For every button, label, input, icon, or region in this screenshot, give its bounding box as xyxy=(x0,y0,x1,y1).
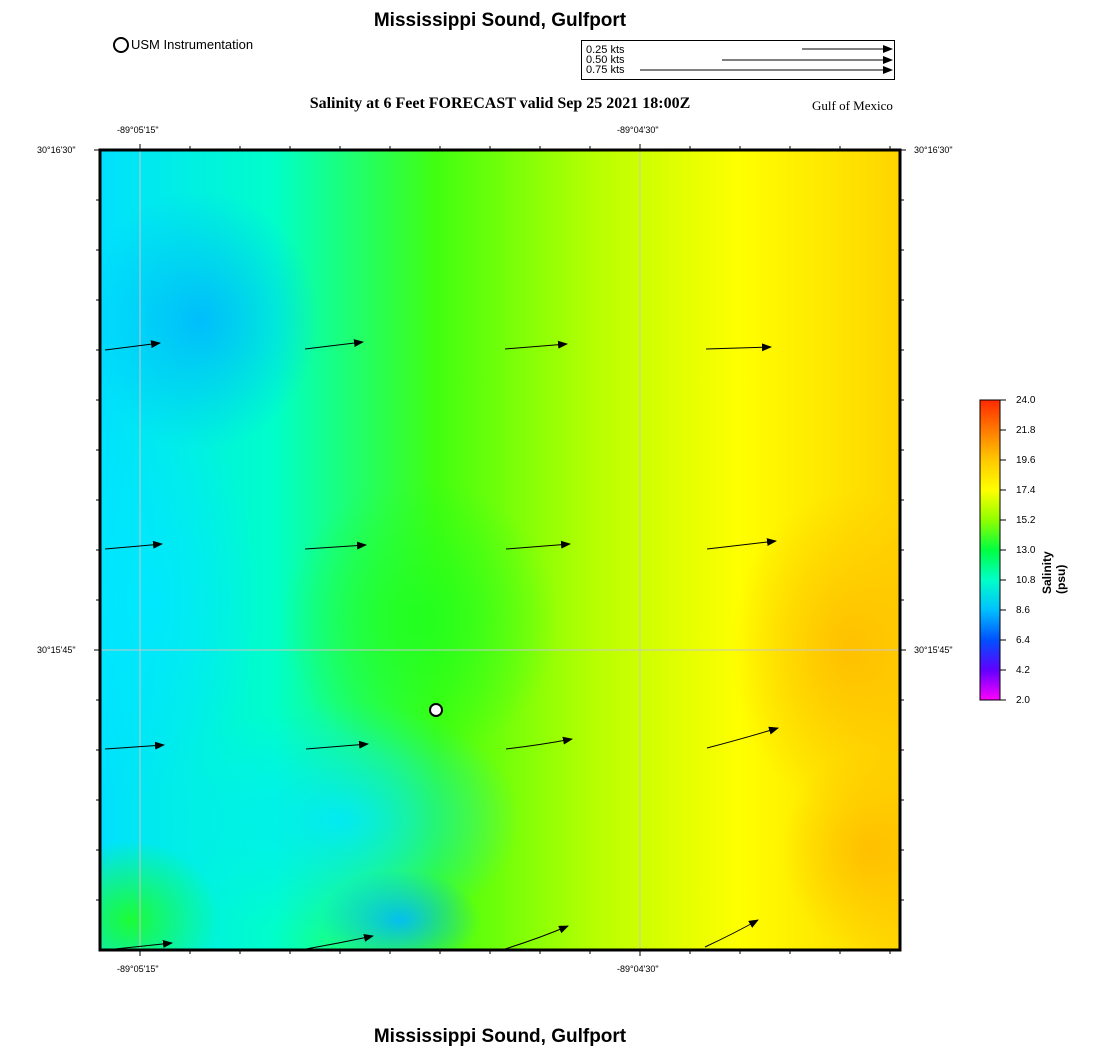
colorbar-tick-label: 13.0 xyxy=(1016,545,1036,556)
colorbar-tick-label: 19.6 xyxy=(1016,455,1036,466)
lat-label-right-north: 30°16'30" xyxy=(914,145,953,155)
footer-title: Mississippi Sound, Gulfport xyxy=(373,1026,627,1047)
colorbar-tick-label: 21.8 xyxy=(1016,425,1036,436)
lat-label-left-north: 30°16'30" xyxy=(37,145,76,155)
station-marker-icon[interactable] xyxy=(430,704,442,716)
map-subtitle: Salinity at 6 Feet FORECAST valid Sep 25 2021 18:00Z xyxy=(309,95,691,112)
colorbar-tick-label: 4.2 xyxy=(1016,665,1030,676)
map-title: Mississippi Sound, Gulfport xyxy=(373,10,627,31)
colorbar-tick-label: 17.4 xyxy=(1016,485,1036,496)
colorbar-tick-label: 10.8 xyxy=(1016,575,1036,586)
speed-scale-arrows xyxy=(640,49,892,70)
lon-label-bottom-east: -89°04'30" xyxy=(617,964,659,974)
colorbar-title: Salinity (psu) xyxy=(1040,551,1068,594)
lat-label-left-mid: 30°15'45" xyxy=(37,645,76,655)
colorbar-tick-label: 6.4 xyxy=(1016,635,1030,646)
speed-label-3: 0.75 kts xyxy=(586,64,625,76)
speed-label-2: 0.50 kts xyxy=(586,54,625,66)
colorbar-tick-label: 8.6 xyxy=(1016,605,1030,616)
colorbar-tick-label: 15.2 xyxy=(1016,515,1036,526)
speed-label-1: 0.25 kts xyxy=(586,44,625,56)
colorbar-tick-label: 24.0 xyxy=(1016,395,1036,406)
station-legend-label: USM Instrumentation xyxy=(131,37,254,52)
lon-label-top-west: -89°05'15" xyxy=(117,125,159,135)
colorbar xyxy=(980,400,1000,700)
salinity-field xyxy=(20,150,970,1000)
colorbar-tick-label: 2.0 xyxy=(1016,695,1030,706)
lon-label-top-east: -89°04'30" xyxy=(617,125,659,135)
colorbar-ticks xyxy=(1000,400,1006,700)
region-label: Gulf of Mexico xyxy=(812,98,893,113)
lon-label-bottom-west: -89°05'15" xyxy=(117,964,159,974)
lat-label-right-mid: 30°15'45" xyxy=(914,645,953,655)
